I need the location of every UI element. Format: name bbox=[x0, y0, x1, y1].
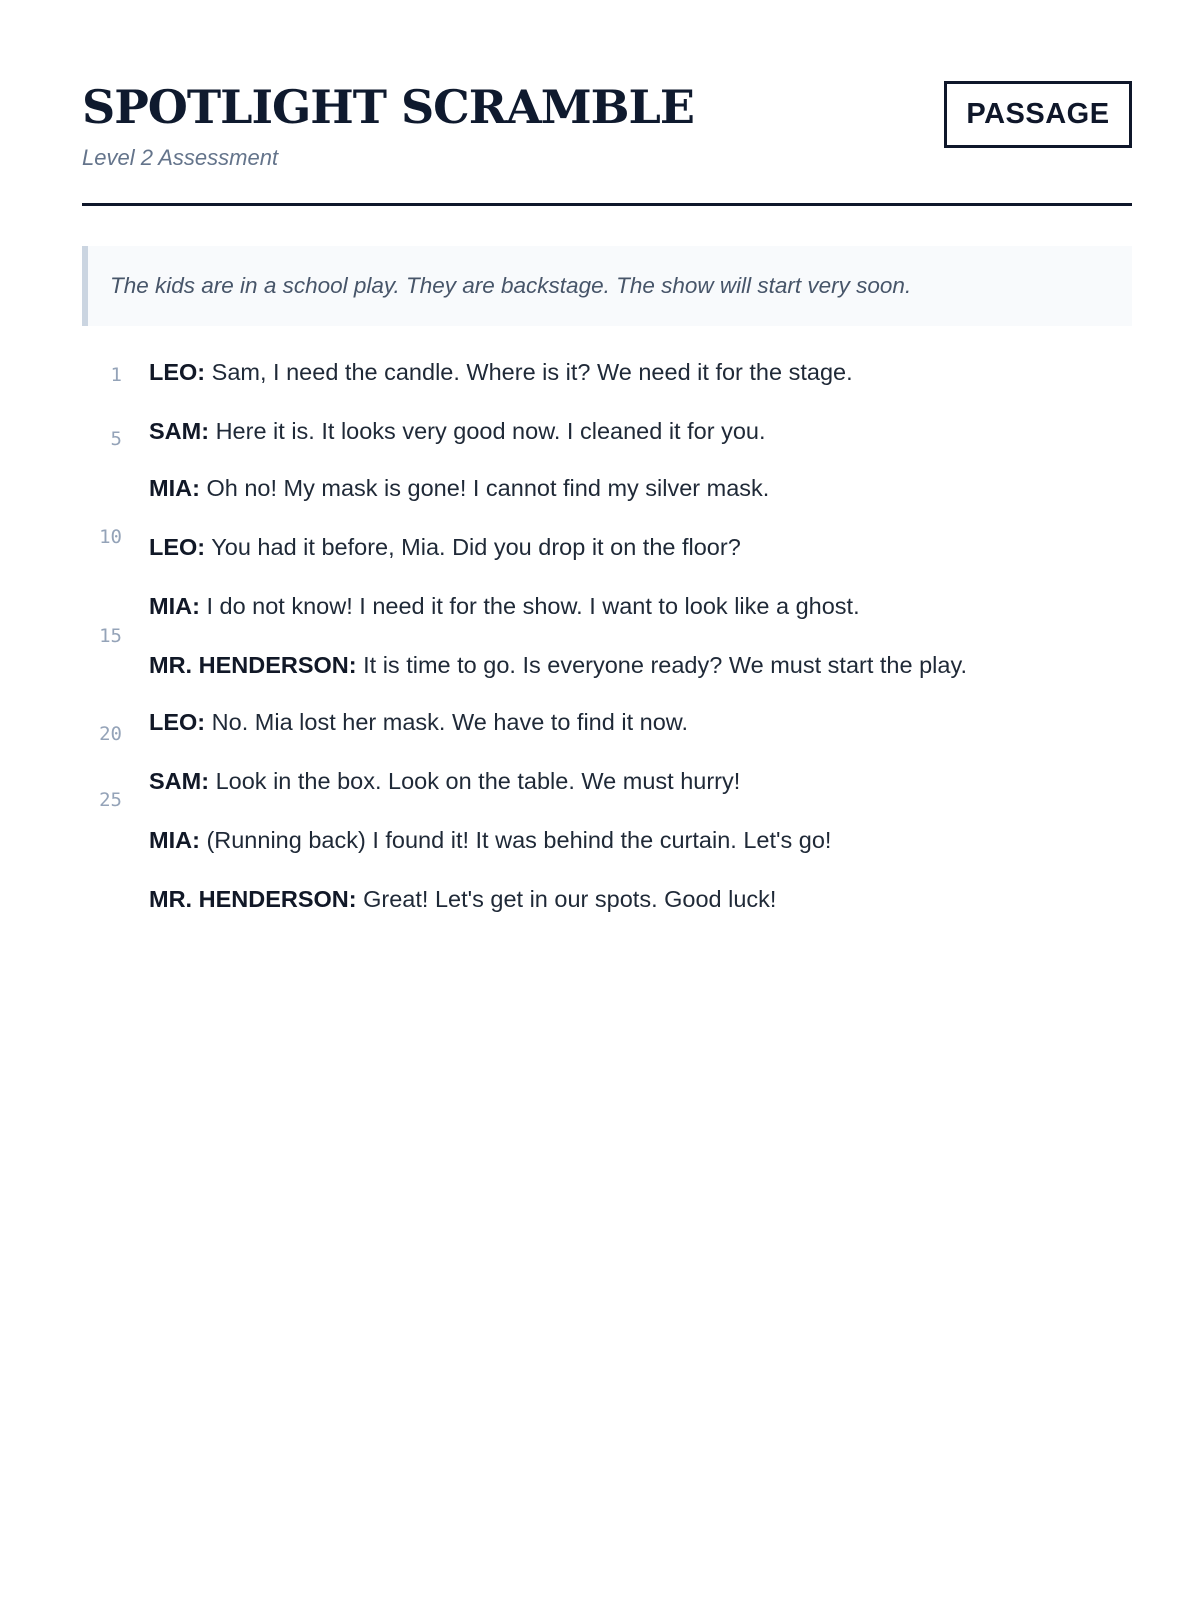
line-number: 15 bbox=[99, 625, 122, 647]
line-number: 20 bbox=[99, 723, 122, 745]
dialogue-text: Sam, I need the candle. Where is it? We need it for the stage. bbox=[211, 359, 853, 385]
speaker-name: LEO: bbox=[149, 359, 206, 385]
intro-note bbox=[82, 246, 1132, 326]
page-title: SPOTLIGHT SCRAMBLE bbox=[82, 80, 694, 134]
passage-header bbox=[82, 0, 1132, 206]
dialogue-line bbox=[149, 770, 740, 794]
speaker-name: SAM: bbox=[149, 768, 210, 794]
dialogue-line bbox=[149, 829, 831, 853]
line-number: 5 bbox=[110, 428, 122, 450]
speaker-name: LEO: bbox=[149, 709, 206, 735]
speaker-name: MR. HENDERSON: bbox=[149, 652, 357, 678]
passage-page bbox=[82, 0, 1132, 912]
dialogue-line bbox=[149, 654, 967, 678]
dialogue-line bbox=[149, 595, 860, 619]
speaker-name: MIA: bbox=[149, 593, 200, 619]
dialogue-text: I do not know! I need it for the show. I want to look like a ghost. bbox=[206, 593, 860, 619]
dialogue-line bbox=[149, 711, 688, 735]
dialogue-text: It is time to go. Is everyone ready? We must start the play. bbox=[363, 652, 967, 678]
speaker-name: MIA: bbox=[149, 475, 200, 501]
page-subtitle: Level 2 Assessment bbox=[82, 145, 279, 170]
intro-text: The kids are in a school play. They are backstage. The show will start very soon. bbox=[110, 273, 912, 298]
dialogue-text: Look in the box. Look on the table. We must hurry! bbox=[215, 768, 741, 794]
speaker-name: LEO: bbox=[149, 534, 206, 560]
line-number: 10 bbox=[99, 526, 122, 548]
dialogue-text: Oh no! My mask is gone! I cannot find my silver mask. bbox=[206, 475, 770, 501]
passage-badge: PASSAGE bbox=[944, 81, 1132, 148]
line-number: 25 bbox=[99, 789, 122, 811]
dialogue-text: You had it before, Mia. Did you drop it on the floor? bbox=[211, 534, 741, 560]
speaker-name: MIA: bbox=[149, 827, 200, 853]
dialogue-text: No. Mia lost her mask. We have to find it now. bbox=[211, 709, 688, 735]
dialogue-text: (Running back) I found it! It was behind the curtain. Let's go! bbox=[206, 827, 832, 853]
line-number: 1 bbox=[110, 364, 122, 386]
dialogue-line bbox=[149, 536, 741, 560]
dialogue-line bbox=[149, 888, 776, 912]
speaker-name: SAM: bbox=[149, 418, 210, 444]
dialogue-text: Here it is. It looks very good now. I cleaned it for you. bbox=[215, 418, 766, 444]
dialogue-line bbox=[149, 420, 766, 444]
dialogue-line bbox=[149, 361, 853, 385]
dialogue-line bbox=[149, 477, 769, 501]
speaker-name: MR. HENDERSON: bbox=[149, 886, 357, 912]
dialogue-text: Great! Let's get in our spots. Good luck! bbox=[363, 886, 777, 912]
